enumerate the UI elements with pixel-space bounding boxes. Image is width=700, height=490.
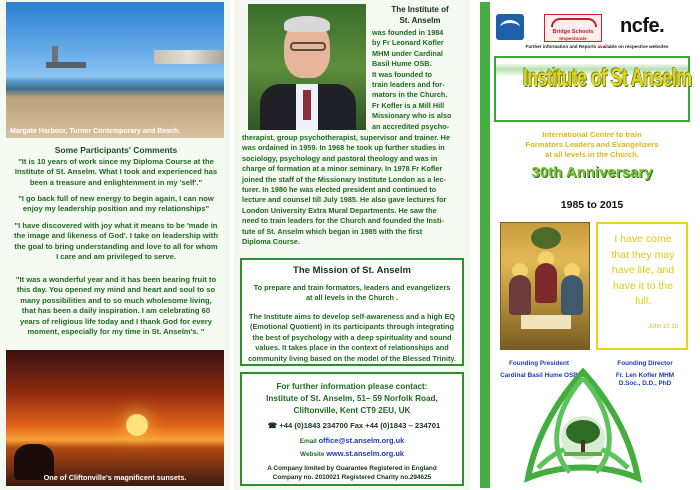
email-label: Email [299, 438, 317, 445]
text-line: community living based on the model of the Blessed Trinity. [248, 353, 456, 363]
institute-title: Institute of St Anselm [522, 64, 692, 92]
founder-portrait [248, 4, 366, 130]
quote-line: "I go back full of new energy to begin again, I can now [18, 194, 214, 203]
founder-name: Cardinal Basil Hume OSB [500, 371, 578, 379]
triquetra-emblem [524, 368, 642, 484]
history-body [242, 133, 466, 247]
bridge-schools-logo [544, 14, 602, 42]
text-line: sociology, psychology and pastoral theology and was in [242, 153, 438, 163]
text-line: Diploma Course. [242, 237, 300, 247]
text-line: International Centre to train [542, 130, 642, 139]
portrait-hair [284, 16, 330, 32]
beach-caption: Margate Harbour, Turner Contemporary and Beach. [10, 128, 181, 135]
anniversary-heading: 30th Anniversary [531, 164, 653, 181]
quote-3 [6, 221, 226, 263]
website-label: Website [300, 451, 325, 458]
town-shape [154, 50, 224, 64]
text-line: (Emotional Quotient) in its participants through integrating [250, 322, 454, 332]
text-line: Basil Hume OSB. [372, 59, 432, 69]
quote-4 [6, 275, 226, 337]
quote-line: "I have discovered with joy what it means to be 'made in [14, 221, 218, 230]
quote-line: many possibilities and to so much wholesome living, [20, 295, 212, 305]
quote-line: moment, especially for my time in St. Anselm's. " [27, 327, 205, 337]
title-box [494, 56, 690, 122]
contact-address-line-1: Institute of St. Anselm, 51– 59 Norfolk Road, [266, 394, 438, 403]
middle-panel [234, 0, 470, 490]
ncfe-logo: ncfe. [620, 15, 665, 37]
portrait-glasses [290, 42, 326, 51]
quote-line: "It was a wonderful year and it has been bearing fruit to [15, 275, 217, 284]
contact-email-row [242, 436, 462, 445]
right-panel [472, 0, 700, 490]
text-line: values. It takes place in the context of relationships and [255, 343, 449, 353]
text-line: tute of St. Anselm which began in 1985 with the first [242, 226, 423, 236]
quote-line: Institute of St. Anselm. What I took and experienced has [14, 167, 218, 177]
text-line: was founded in 1984 [372, 28, 444, 37]
website-link[interactable]: www.st.anselm.org.uk [326, 449, 404, 458]
institute-heading [372, 5, 468, 26]
history-intro [372, 28, 468, 132]
verse-line: that they may [611, 248, 675, 261]
text-line: Formators Leaders and Evangelizers [525, 140, 659, 149]
text-line: an accredited psycho- [372, 121, 450, 131]
verse-line: have life, and [611, 264, 675, 276]
quote-line: that has been a daily inspiration. I am celebrating 60 [21, 306, 211, 316]
text-line: train leaders and for- [372, 80, 445, 90]
bridge-icon [551, 18, 597, 27]
text-line: need to train leaders for the Church and founded the Insti- [242, 216, 444, 226]
verse-box [596, 222, 688, 350]
mission-aims [246, 312, 458, 364]
founder-name: Fr. Len Kofler MHM [615, 371, 675, 379]
charity-registration: Company no. 2010021 Registered Charity no.294625 [272, 474, 432, 481]
harbour-pier-shape [46, 62, 86, 68]
quote-line: years of religious life today and I thank God for every [19, 316, 212, 326]
angel-figure [535, 263, 557, 303]
verse-line: full. [634, 295, 652, 307]
quote-line: "It is 10 years of work since my Diploma Course at the [18, 157, 214, 166]
text-line: joined the staff of the Missionary Institute London as a lec- [242, 174, 446, 184]
text-line: the best of psychology with a deep spirituality and sound [252, 332, 452, 342]
portrait-tie [303, 90, 311, 120]
bridge-logo-subtext: Inspectorate [559, 36, 587, 41]
text-line: by Fr Leonard Kofler [372, 38, 444, 48]
contact-address-line-2: Cliftonville, Kent CT9 2EU, UK [293, 406, 411, 415]
text-line: turer. In 1980 he was elected president and continued to [242, 185, 437, 195]
anniversary-years: 1985 to 2015 [560, 199, 624, 211]
verse-line: have it to the [612, 279, 674, 292]
quote-line: been a treasure and enlightenment in my 'self'." [29, 177, 203, 187]
text-line: The Institute aims to develop self-awareness and a high EQ [249, 312, 455, 321]
text-line: Fr Kofler is a Mill Hill [372, 100, 445, 110]
comments-title: Some Participants' Comments [54, 145, 178, 155]
text-line: MHM under Cardinal [372, 48, 443, 58]
angel-figure [509, 275, 531, 315]
angel-figure [561, 275, 583, 315]
text-line: therapist, group psychotherapist, supervisor and trainer. He [242, 133, 451, 142]
contact-phone-fax: ☎ +44 (0)1843 234700 Fax +44 (0)1843 – 234701 [267, 421, 441, 430]
quote-line: the image and likeness of God'. I take on leadership with [14, 231, 218, 241]
contact-box [240, 372, 464, 486]
text-line: charge of formation at a minor seminary. In 1978 Fr Kofler [242, 164, 443, 174]
text-line: mators in the Church. [372, 90, 448, 100]
founder-degrees: D.Soc., D.D., PhD [618, 380, 672, 388]
verse-line: I have come [614, 233, 672, 245]
quote-1 [6, 157, 226, 188]
mission-statement [248, 283, 456, 304]
green-side-bar [480, 2, 490, 488]
quote-line: I care and am privileged to serve. [56, 252, 176, 262]
oak-tree-trunk [581, 440, 585, 452]
contact-heading: For further information please contact: [276, 382, 428, 391]
beach-photo [6, 2, 224, 138]
centre-description [494, 130, 690, 160]
awarding-body-logo [496, 14, 524, 40]
icon-tree [531, 227, 561, 249]
further-info-note: Further information and Reports available on respective websites [525, 44, 669, 49]
verse-reference: John 10:10 [648, 324, 678, 330]
text-line: Missionary who is also [372, 111, 452, 121]
sunset-caption: One of Cliftonville's magnificent sunsets. [43, 473, 187, 482]
founder-role: Founding Director [617, 360, 673, 367]
heading-line: St. Anselm [399, 15, 441, 25]
company-registration: A Company limited by Guarantee Registered in England [267, 465, 437, 472]
sunset-photo [6, 350, 224, 486]
bridge-logo-text: Bridge Schools [552, 29, 594, 35]
text-line: was ordained in 1959. In 1968 he took up further studies in [242, 143, 445, 153]
quote-line: enjoy my leadership position and my relationships" [22, 204, 210, 214]
email-link[interactable]: office@st.anselm.org.uk [318, 436, 405, 445]
grass-strip [564, 452, 602, 456]
text-line: at all levels in the Church. [545, 150, 639, 159]
mission-title: The Mission of St. Anselm [293, 265, 411, 276]
left-panel [0, 0, 232, 490]
text-line: It was founded to [372, 69, 432, 79]
text-line: lecture and counsel till July 1985. He also gave lectures for [242, 195, 447, 205]
trinity-icon-image [500, 222, 590, 350]
icon-table [521, 315, 571, 329]
quote-line: the goal to bring understanding and love to all for whom [14, 241, 218, 251]
quote-2 [6, 194, 226, 215]
text-line: at all levels in the Church . [305, 293, 399, 303]
text-line: London University Extra Mural Departments. He saw the [242, 205, 437, 215]
quote-line: this day. You opened my mind and heart and soul to so [16, 285, 216, 295]
founder-role: Founding President [509, 360, 569, 367]
contact-website-row [242, 449, 462, 458]
bible-verse [602, 232, 684, 310]
sun-shape [126, 414, 148, 436]
mission-box [240, 258, 464, 366]
text-line: To prepare and train formators, leaders and evangelizers [253, 283, 451, 292]
heading-line: The Institute of [391, 5, 449, 14]
